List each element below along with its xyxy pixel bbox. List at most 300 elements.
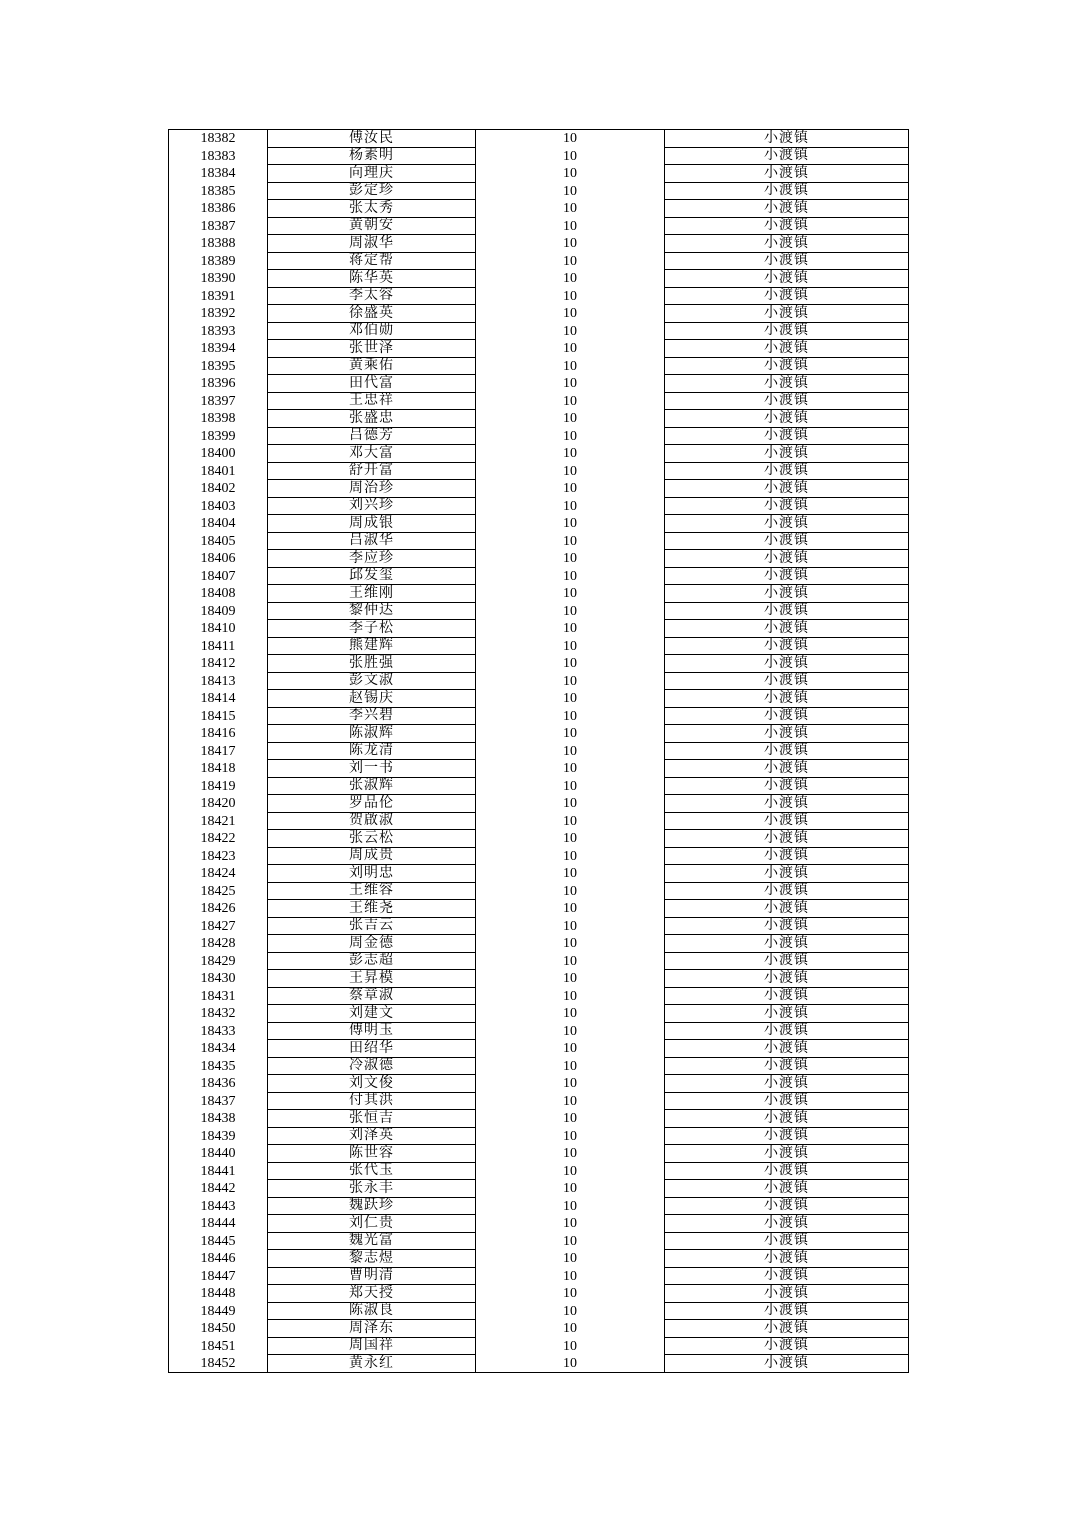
table-row bbox=[169, 585, 909, 603]
records-table-body bbox=[169, 130, 909, 1373]
cell-name: 彭定珍 bbox=[268, 182, 476, 200]
table-row bbox=[169, 655, 909, 673]
table-row bbox=[169, 1110, 909, 1128]
cell-town: 小渡镇 bbox=[665, 462, 909, 480]
cell-name: 邱发玺 bbox=[268, 567, 476, 585]
cell-town: 小渡镇 bbox=[665, 1092, 909, 1110]
cell-name: 蒋定帮 bbox=[268, 252, 476, 270]
cell-amount: 10 bbox=[476, 970, 665, 988]
cell-town: 小渡镇 bbox=[665, 1005, 909, 1023]
cell-id: 18450 bbox=[169, 1320, 268, 1338]
cell-amount: 10 bbox=[476, 602, 665, 620]
cell-amount: 10 bbox=[476, 147, 665, 165]
cell-amount: 10 bbox=[476, 252, 665, 270]
cell-id: 18385 bbox=[169, 182, 268, 200]
cell-amount: 10 bbox=[476, 462, 665, 480]
cell-name: 黄乘佑 bbox=[268, 357, 476, 375]
cell-name: 吕淑华 bbox=[268, 532, 476, 550]
cell-amount: 10 bbox=[476, 777, 665, 795]
cell-name: 周治珍 bbox=[268, 480, 476, 498]
cell-amount: 10 bbox=[476, 375, 665, 393]
cell-town: 小渡镇 bbox=[665, 1127, 909, 1145]
cell-id: 18434 bbox=[169, 1040, 268, 1058]
cell-town: 小渡镇 bbox=[665, 1285, 909, 1303]
table-row bbox=[169, 550, 909, 568]
table-row bbox=[169, 917, 909, 935]
table-row bbox=[169, 1197, 909, 1215]
cell-name: 邓大富 bbox=[268, 445, 476, 463]
cell-amount: 10 bbox=[476, 550, 665, 568]
cell-town: 小渡镇 bbox=[665, 375, 909, 393]
table-row bbox=[169, 322, 909, 340]
cell-name: 张淑辉 bbox=[268, 777, 476, 795]
cell-amount: 10 bbox=[476, 270, 665, 288]
cell-id: 18383 bbox=[169, 147, 268, 165]
cell-id: 18384 bbox=[169, 165, 268, 183]
cell-town: 小渡镇 bbox=[665, 217, 909, 235]
table-row bbox=[169, 340, 909, 358]
cell-name: 熊建辉 bbox=[268, 637, 476, 655]
table-row bbox=[169, 182, 909, 200]
cell-town: 小渡镇 bbox=[665, 795, 909, 813]
cell-id: 18425 bbox=[169, 882, 268, 900]
cell-id: 18391 bbox=[169, 287, 268, 305]
cell-id: 18432 bbox=[169, 1005, 268, 1023]
cell-name: 周金德 bbox=[268, 935, 476, 953]
cell-amount: 10 bbox=[476, 882, 665, 900]
cell-amount: 10 bbox=[476, 200, 665, 218]
cell-amount: 10 bbox=[476, 1057, 665, 1075]
table-row bbox=[169, 795, 909, 813]
cell-town: 小渡镇 bbox=[665, 672, 909, 690]
cell-name: 黄永红 bbox=[268, 1355, 476, 1373]
cell-town: 小渡镇 bbox=[665, 725, 909, 743]
cell-id: 18448 bbox=[169, 1285, 268, 1303]
cell-town: 小渡镇 bbox=[665, 742, 909, 760]
cell-id: 18390 bbox=[169, 270, 268, 288]
cell-id: 18414 bbox=[169, 690, 268, 708]
cell-town: 小渡镇 bbox=[665, 917, 909, 935]
cell-town: 小渡镇 bbox=[665, 445, 909, 463]
cell-town: 小渡镇 bbox=[665, 637, 909, 655]
cell-id: 18392 bbox=[169, 305, 268, 323]
cell-town: 小渡镇 bbox=[665, 182, 909, 200]
cell-town: 小渡镇 bbox=[665, 1162, 909, 1180]
cell-id: 18437 bbox=[169, 1092, 268, 1110]
cell-name: 张云松 bbox=[268, 830, 476, 848]
cell-town: 小渡镇 bbox=[665, 1145, 909, 1163]
cell-name: 张恒吉 bbox=[268, 1110, 476, 1128]
table-row bbox=[169, 1075, 909, 1093]
cell-id: 18421 bbox=[169, 812, 268, 830]
cell-id: 18452 bbox=[169, 1355, 268, 1373]
cell-amount: 10 bbox=[476, 637, 665, 655]
cell-id: 18413 bbox=[169, 672, 268, 690]
table-row bbox=[169, 900, 909, 918]
cell-name: 曹明清 bbox=[268, 1267, 476, 1285]
table-row bbox=[169, 1162, 909, 1180]
cell-amount: 10 bbox=[476, 392, 665, 410]
cell-id: 18402 bbox=[169, 480, 268, 498]
cell-town: 小渡镇 bbox=[665, 287, 909, 305]
cell-id: 18404 bbox=[169, 515, 268, 533]
cell-name: 魏跃珍 bbox=[268, 1197, 476, 1215]
table-row bbox=[169, 1057, 909, 1075]
cell-name: 徐盛英 bbox=[268, 305, 476, 323]
table-row bbox=[169, 935, 909, 953]
cell-town: 小渡镇 bbox=[665, 1267, 909, 1285]
cell-name: 向理庆 bbox=[268, 165, 476, 183]
cell-amount: 10 bbox=[476, 235, 665, 253]
cell-id: 18419 bbox=[169, 777, 268, 795]
cell-id: 18394 bbox=[169, 340, 268, 358]
cell-town: 小渡镇 bbox=[665, 130, 909, 148]
cell-town: 小渡镇 bbox=[665, 760, 909, 778]
cell-id: 18386 bbox=[169, 200, 268, 218]
cell-name: 刘文俊 bbox=[268, 1075, 476, 1093]
cell-id: 18401 bbox=[169, 462, 268, 480]
cell-name: 田绍华 bbox=[268, 1040, 476, 1058]
cell-amount: 10 bbox=[476, 1022, 665, 1040]
cell-name: 刘明忠 bbox=[268, 865, 476, 883]
cell-name: 彭志超 bbox=[268, 952, 476, 970]
cell-amount: 10 bbox=[476, 1040, 665, 1058]
cell-id: 18410 bbox=[169, 620, 268, 638]
cell-id: 18439 bbox=[169, 1127, 268, 1145]
cell-town: 小渡镇 bbox=[665, 970, 909, 988]
cell-name: 陈淑良 bbox=[268, 1302, 476, 1320]
cell-amount: 10 bbox=[476, 1145, 665, 1163]
cell-name: 李子松 bbox=[268, 620, 476, 638]
cell-town: 小渡镇 bbox=[665, 1302, 909, 1320]
cell-id: 18441 bbox=[169, 1162, 268, 1180]
cell-amount: 10 bbox=[476, 1180, 665, 1198]
table-row bbox=[169, 217, 909, 235]
cell-town: 小渡镇 bbox=[665, 952, 909, 970]
cell-town: 小渡镇 bbox=[665, 900, 909, 918]
cell-id: 18427 bbox=[169, 917, 268, 935]
table-row bbox=[169, 1180, 909, 1198]
cell-amount: 10 bbox=[476, 165, 665, 183]
cell-amount: 10 bbox=[476, 305, 665, 323]
cell-id: 18411 bbox=[169, 637, 268, 655]
cell-town: 小渡镇 bbox=[665, 305, 909, 323]
cell-amount: 10 bbox=[476, 655, 665, 673]
cell-amount: 10 bbox=[476, 1005, 665, 1023]
cell-amount: 10 bbox=[476, 690, 665, 708]
cell-id: 18435 bbox=[169, 1057, 268, 1075]
table-row bbox=[169, 1092, 909, 1110]
cell-town: 小渡镇 bbox=[665, 252, 909, 270]
cell-amount: 10 bbox=[476, 130, 665, 148]
table-row bbox=[169, 690, 909, 708]
cell-id: 18449 bbox=[169, 1302, 268, 1320]
cell-id: 18429 bbox=[169, 952, 268, 970]
cell-id: 18408 bbox=[169, 585, 268, 603]
cell-name: 张吉云 bbox=[268, 917, 476, 935]
cell-town: 小渡镇 bbox=[665, 427, 909, 445]
cell-amount: 10 bbox=[476, 357, 665, 375]
cell-town: 小渡镇 bbox=[665, 1075, 909, 1093]
cell-id: 18400 bbox=[169, 445, 268, 463]
cell-town: 小渡镇 bbox=[665, 690, 909, 708]
table-row bbox=[169, 445, 909, 463]
cell-town: 小渡镇 bbox=[665, 865, 909, 883]
cell-id: 18433 bbox=[169, 1022, 268, 1040]
table-row bbox=[169, 1005, 909, 1023]
cell-town: 小渡镇 bbox=[665, 935, 909, 953]
cell-amount: 10 bbox=[476, 865, 665, 883]
table-row bbox=[169, 567, 909, 585]
cell-amount: 10 bbox=[476, 567, 665, 585]
cell-id: 18420 bbox=[169, 795, 268, 813]
table-row bbox=[169, 1127, 909, 1145]
cell-name: 张太秀 bbox=[268, 200, 476, 218]
cell-amount: 10 bbox=[476, 1162, 665, 1180]
cell-id: 18438 bbox=[169, 1110, 268, 1128]
table-row bbox=[169, 830, 909, 848]
cell-id: 18389 bbox=[169, 252, 268, 270]
cell-name: 刘建文 bbox=[268, 1005, 476, 1023]
table-row bbox=[169, 847, 909, 865]
table-row bbox=[169, 1022, 909, 1040]
cell-id: 18431 bbox=[169, 987, 268, 1005]
table-row bbox=[169, 287, 909, 305]
cell-town: 小渡镇 bbox=[665, 532, 909, 550]
cell-name: 黎志煜 bbox=[268, 1250, 476, 1268]
cell-amount: 10 bbox=[476, 830, 665, 848]
cell-amount: 10 bbox=[476, 480, 665, 498]
cell-id: 18399 bbox=[169, 427, 268, 445]
cell-name: 黄朝安 bbox=[268, 217, 476, 235]
table-row bbox=[169, 742, 909, 760]
cell-town: 小渡镇 bbox=[665, 777, 909, 795]
cell-name: 魏光富 bbox=[268, 1232, 476, 1250]
cell-id: 18406 bbox=[169, 550, 268, 568]
table-row bbox=[169, 235, 909, 253]
cell-amount: 10 bbox=[476, 725, 665, 743]
cell-name: 张永丰 bbox=[268, 1180, 476, 1198]
cell-amount: 10 bbox=[476, 585, 665, 603]
cell-id: 18445 bbox=[169, 1232, 268, 1250]
table-row bbox=[169, 1232, 909, 1250]
cell-amount: 10 bbox=[476, 1302, 665, 1320]
cell-id: 18397 bbox=[169, 392, 268, 410]
cell-id: 18442 bbox=[169, 1180, 268, 1198]
cell-town: 小渡镇 bbox=[665, 1215, 909, 1233]
cell-name: 王维刚 bbox=[268, 585, 476, 603]
table-row bbox=[169, 1302, 909, 1320]
cell-id: 18422 bbox=[169, 830, 268, 848]
cell-town: 小渡镇 bbox=[665, 882, 909, 900]
cell-amount: 10 bbox=[476, 1110, 665, 1128]
cell-name: 李太容 bbox=[268, 287, 476, 305]
cell-town: 小渡镇 bbox=[665, 1110, 909, 1128]
cell-town: 小渡镇 bbox=[665, 270, 909, 288]
table-row bbox=[169, 882, 909, 900]
cell-amount: 10 bbox=[476, 1197, 665, 1215]
cell-town: 小渡镇 bbox=[665, 1232, 909, 1250]
records-table bbox=[168, 129, 909, 1373]
table-row bbox=[169, 1355, 909, 1373]
table-row bbox=[169, 987, 909, 1005]
cell-town: 小渡镇 bbox=[665, 655, 909, 673]
cell-name: 刘一书 bbox=[268, 760, 476, 778]
cell-id: 18426 bbox=[169, 900, 268, 918]
cell-name: 赵锡庆 bbox=[268, 690, 476, 708]
cell-town: 小渡镇 bbox=[665, 165, 909, 183]
cell-name: 刘兴珍 bbox=[268, 497, 476, 515]
cell-name: 黎仲达 bbox=[268, 602, 476, 620]
cell-amount: 10 bbox=[476, 1232, 665, 1250]
cell-town: 小渡镇 bbox=[665, 567, 909, 585]
cell-name: 王昇模 bbox=[268, 970, 476, 988]
cell-amount: 10 bbox=[476, 182, 665, 200]
cell-town: 小渡镇 bbox=[665, 1057, 909, 1075]
cell-amount: 10 bbox=[476, 847, 665, 865]
cell-id: 18443 bbox=[169, 1197, 268, 1215]
cell-name: 张代玉 bbox=[268, 1162, 476, 1180]
cell-id: 18412 bbox=[169, 655, 268, 673]
cell-amount: 10 bbox=[476, 1320, 665, 1338]
cell-amount: 10 bbox=[476, 427, 665, 445]
cell-amount: 10 bbox=[476, 515, 665, 533]
cell-name: 傅汝民 bbox=[268, 130, 476, 148]
cell-town: 小渡镇 bbox=[665, 847, 909, 865]
cell-town: 小渡镇 bbox=[665, 147, 909, 165]
cell-town: 小渡镇 bbox=[665, 1355, 909, 1373]
cell-id: 18407 bbox=[169, 567, 268, 585]
cell-amount: 10 bbox=[476, 707, 665, 725]
cell-town: 小渡镇 bbox=[665, 497, 909, 515]
table-row bbox=[169, 1285, 909, 1303]
cell-town: 小渡镇 bbox=[665, 235, 909, 253]
cell-id: 18451 bbox=[169, 1337, 268, 1355]
cell-name: 田代富 bbox=[268, 375, 476, 393]
cell-amount: 10 bbox=[476, 1092, 665, 1110]
table-row bbox=[169, 165, 909, 183]
table-row bbox=[169, 305, 909, 323]
cell-name: 周成银 bbox=[268, 515, 476, 533]
cell-amount: 10 bbox=[476, 987, 665, 1005]
cell-name: 邓伯勋 bbox=[268, 322, 476, 340]
cell-id: 18423 bbox=[169, 847, 268, 865]
table-row bbox=[169, 1320, 909, 1338]
cell-amount: 10 bbox=[476, 812, 665, 830]
cell-town: 小渡镇 bbox=[665, 515, 909, 533]
cell-name: 彭文淑 bbox=[268, 672, 476, 690]
cell-amount: 10 bbox=[476, 1075, 665, 1093]
cell-name: 王维容 bbox=[268, 882, 476, 900]
cell-id: 18416 bbox=[169, 725, 268, 743]
cell-id: 18395 bbox=[169, 357, 268, 375]
table-row bbox=[169, 462, 909, 480]
table-row bbox=[169, 1267, 909, 1285]
cell-amount: 10 bbox=[476, 620, 665, 638]
table-row bbox=[169, 497, 909, 515]
cell-amount: 10 bbox=[476, 1127, 665, 1145]
table-row bbox=[169, 1250, 909, 1268]
table-row bbox=[169, 1215, 909, 1233]
cell-name: 李应珍 bbox=[268, 550, 476, 568]
cell-town: 小渡镇 bbox=[665, 1022, 909, 1040]
table-row bbox=[169, 200, 909, 218]
table-row bbox=[169, 357, 909, 375]
cell-amount: 10 bbox=[476, 672, 665, 690]
cell-name: 张世泽 bbox=[268, 340, 476, 358]
cell-name: 陈淑辉 bbox=[268, 725, 476, 743]
cell-name: 贺啟淑 bbox=[268, 812, 476, 830]
cell-town: 小渡镇 bbox=[665, 1197, 909, 1215]
cell-town: 小渡镇 bbox=[665, 480, 909, 498]
table-row bbox=[169, 147, 909, 165]
cell-amount: 10 bbox=[476, 742, 665, 760]
table-row bbox=[169, 812, 909, 830]
cell-id: 18388 bbox=[169, 235, 268, 253]
table-row bbox=[169, 480, 909, 498]
cell-name: 蔡章淑 bbox=[268, 987, 476, 1005]
cell-id: 18417 bbox=[169, 742, 268, 760]
table-row bbox=[169, 602, 909, 620]
cell-amount: 10 bbox=[476, 935, 665, 953]
table-row bbox=[169, 637, 909, 655]
table-row bbox=[169, 410, 909, 428]
cell-name: 舒开富 bbox=[268, 462, 476, 480]
table-row bbox=[169, 515, 909, 533]
cell-town: 小渡镇 bbox=[665, 1250, 909, 1268]
table-row bbox=[169, 130, 909, 148]
table-row bbox=[169, 707, 909, 725]
cell-name: 杨素明 bbox=[268, 147, 476, 165]
cell-town: 小渡镇 bbox=[665, 1180, 909, 1198]
cell-town: 小渡镇 bbox=[665, 1040, 909, 1058]
cell-name: 王维尧 bbox=[268, 900, 476, 918]
cell-name: 李兴碧 bbox=[268, 707, 476, 725]
cell-name: 罗品伦 bbox=[268, 795, 476, 813]
cell-amount: 10 bbox=[476, 497, 665, 515]
cell-amount: 10 bbox=[476, 1355, 665, 1373]
cell-amount: 10 bbox=[476, 917, 665, 935]
cell-id: 18428 bbox=[169, 935, 268, 953]
cell-name: 张胜强 bbox=[268, 655, 476, 673]
cell-name: 陈世容 bbox=[268, 1145, 476, 1163]
table-row bbox=[169, 375, 909, 393]
cell-id: 18418 bbox=[169, 760, 268, 778]
table-row bbox=[169, 970, 909, 988]
cell-town: 小渡镇 bbox=[665, 340, 909, 358]
cell-name: 吕德芳 bbox=[268, 427, 476, 445]
cell-id: 18447 bbox=[169, 1267, 268, 1285]
cell-id: 18393 bbox=[169, 322, 268, 340]
cell-name: 陈华英 bbox=[268, 270, 476, 288]
cell-amount: 10 bbox=[476, 1337, 665, 1355]
cell-name: 傅明玉 bbox=[268, 1022, 476, 1040]
table-row bbox=[169, 392, 909, 410]
cell-town: 小渡镇 bbox=[665, 602, 909, 620]
cell-id: 18415 bbox=[169, 707, 268, 725]
cell-id: 18430 bbox=[169, 970, 268, 988]
cell-id: 18409 bbox=[169, 602, 268, 620]
cell-amount: 10 bbox=[476, 760, 665, 778]
cell-amount: 10 bbox=[476, 900, 665, 918]
cell-name: 周淑华 bbox=[268, 235, 476, 253]
cell-id: 18446 bbox=[169, 1250, 268, 1268]
cell-name: 冷淑德 bbox=[268, 1057, 476, 1075]
cell-id: 18436 bbox=[169, 1075, 268, 1093]
cell-name: 周泽东 bbox=[268, 1320, 476, 1338]
table-row bbox=[169, 952, 909, 970]
cell-town: 小渡镇 bbox=[665, 830, 909, 848]
